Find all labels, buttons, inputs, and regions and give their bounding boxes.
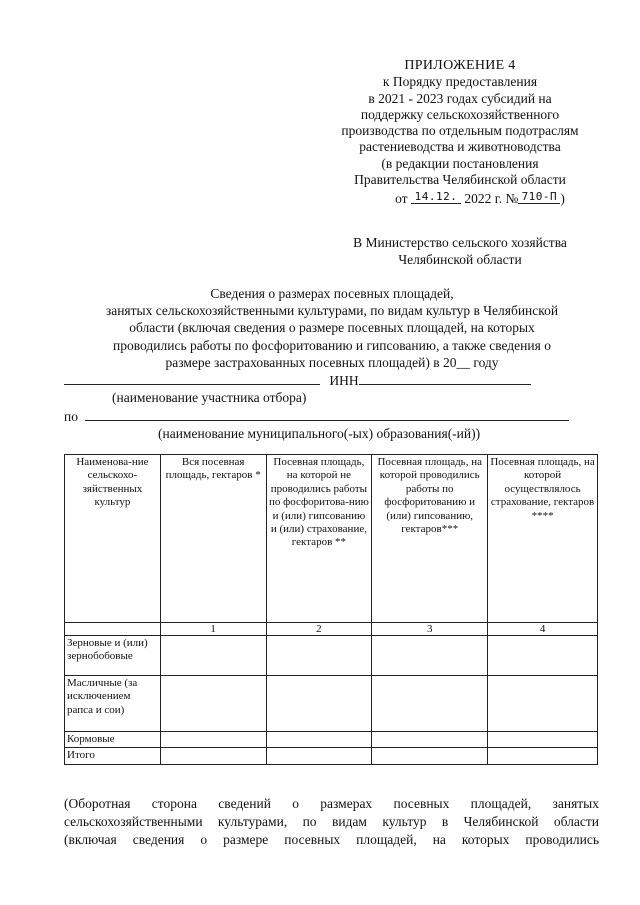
date-handwritten: 14.12. — [411, 191, 461, 204]
column-number: 2 — [266, 623, 372, 636]
municipality-field[interactable] — [85, 408, 569, 421]
po-label: по — [64, 409, 78, 424]
table-cell[interactable] — [160, 676, 266, 732]
back-side-note — [64, 795, 599, 849]
table-cell[interactable] — [372, 636, 488, 676]
table-cell[interactable] — [266, 636, 372, 676]
column-number: 1 — [160, 623, 266, 636]
table-cell[interactable] — [266, 676, 372, 732]
heading-line: занятых сельскохозяйственными культурами, по видам культур в Челябинской — [105, 303, 559, 319]
resolution-date-line — [330, 191, 590, 207]
header-crop-name: Наименова-ние сельскохо-зяйственных культур — [65, 455, 161, 623]
heading-line: Сведения о размерах посевных площадей, — [210, 286, 454, 301]
column-number: 3 — [372, 623, 488, 636]
table-cell[interactable] — [488, 732, 598, 748]
back-note-line: (Оборотная сторона сведений о размерах посевных площадей, занятых — [64, 796, 599, 811]
date-suffix: ) — [560, 191, 565, 207]
back-note-line: (включая сведения о размере посевных площадей, на которых проводились — [64, 832, 599, 847]
participant-caption: (наименование участника отбора) — [112, 390, 307, 405]
recipient-block — [330, 234, 590, 268]
table-cell[interactable] — [372, 732, 488, 748]
date-year: 2022 г. № — [464, 191, 519, 207]
header-area-without-works: Посевная площадь, на которой не проводились работы по фосфоритова-нию и (или) гипсованию и (или) страхование, гектаров ** — [266, 455, 372, 623]
municipality-caption: (наименование муниципального(-ых) образования(-ий)) — [158, 426, 481, 441]
heading-line: области (включая сведения о размере посевных площадей, на которых — [129, 320, 535, 336]
column-number-row — [65, 623, 598, 636]
table-cell[interactable] — [160, 732, 266, 748]
appendix-line: производства по отдельным подотраслям — [341, 123, 579, 139]
table-row — [65, 636, 598, 676]
table-cell[interactable] — [488, 676, 598, 732]
row-label-oilseed: Масличные (за исключением рапса и сои) — [65, 676, 161, 732]
participant-row — [64, 372, 604, 389]
inn-label: ИНН — [329, 373, 359, 388]
table-cell[interactable] — [266, 732, 372, 748]
row-label-total: Итого — [65, 748, 161, 764]
crop-area-table — [64, 454, 598, 765]
table-cell[interactable] — [160, 748, 266, 764]
table-row — [65, 732, 598, 748]
ministry-line-2: Челябинской области — [398, 252, 522, 267]
heading-line: проводились работы по фосфоритованию и гипсованию, а также сведения о — [113, 337, 551, 353]
table-row — [65, 676, 598, 732]
table-row — [65, 748, 598, 764]
header-total-area: Вся посевная площадь, гектаров * — [160, 455, 266, 623]
appendix-title: ПРИЛОЖЕНИЕ 4 — [404, 58, 516, 73]
column-number: 4 — [488, 623, 598, 636]
table-cell[interactable] — [488, 636, 598, 676]
table-cell[interactable] — [488, 748, 598, 764]
table-cell[interactable] — [372, 748, 488, 764]
date-prefix: от — [395, 191, 408, 207]
appendix-line: в 2021 - 2023 годах субсидий на — [368, 90, 552, 106]
appendix-line: к Порядку предоставления — [382, 74, 538, 90]
appendix-line: поддержку сельскохозяйственного — [360, 106, 560, 122]
heading-line: размере застрахованных посевных площадей) в 20__ году — [165, 354, 499, 370]
header-area-with-works: Посевная площадь, на которой проводились работы по фосфоритованию и (или) гипсованию, гектаров*** — [372, 455, 488, 623]
ministry-line-1: В Министерство сельского хозяйства — [353, 235, 567, 250]
table-header-row — [65, 455, 598, 623]
appendix-line: растениеводства и животноводства — [359, 139, 561, 155]
table-cell[interactable] — [266, 748, 372, 764]
back-note-line: сельскохозяйственными культурами, по видам культур в Челябинской области — [64, 814, 599, 829]
header-insured-area: Посевная площадь, на которой осуществлялось страхование, гектаров **** — [488, 455, 598, 623]
table-cell[interactable] — [372, 676, 488, 732]
appendix-line: (в редакции постановления — [381, 155, 539, 171]
table-cell[interactable] — [160, 636, 266, 676]
inn-field[interactable] — [359, 372, 531, 385]
participant-name-field[interactable] — [64, 372, 320, 385]
row-label-fodder: Кормовые — [65, 732, 161, 748]
appendix-block — [330, 58, 590, 208]
row-label-grain: Зерновые и (или) зернобобовые — [65, 636, 161, 676]
document-heading — [62, 285, 602, 371]
appendix-line: Правительства Челябинской области — [354, 172, 566, 188]
municipality-row — [64, 408, 604, 425]
resolution-number: 710-П — [518, 191, 560, 204]
